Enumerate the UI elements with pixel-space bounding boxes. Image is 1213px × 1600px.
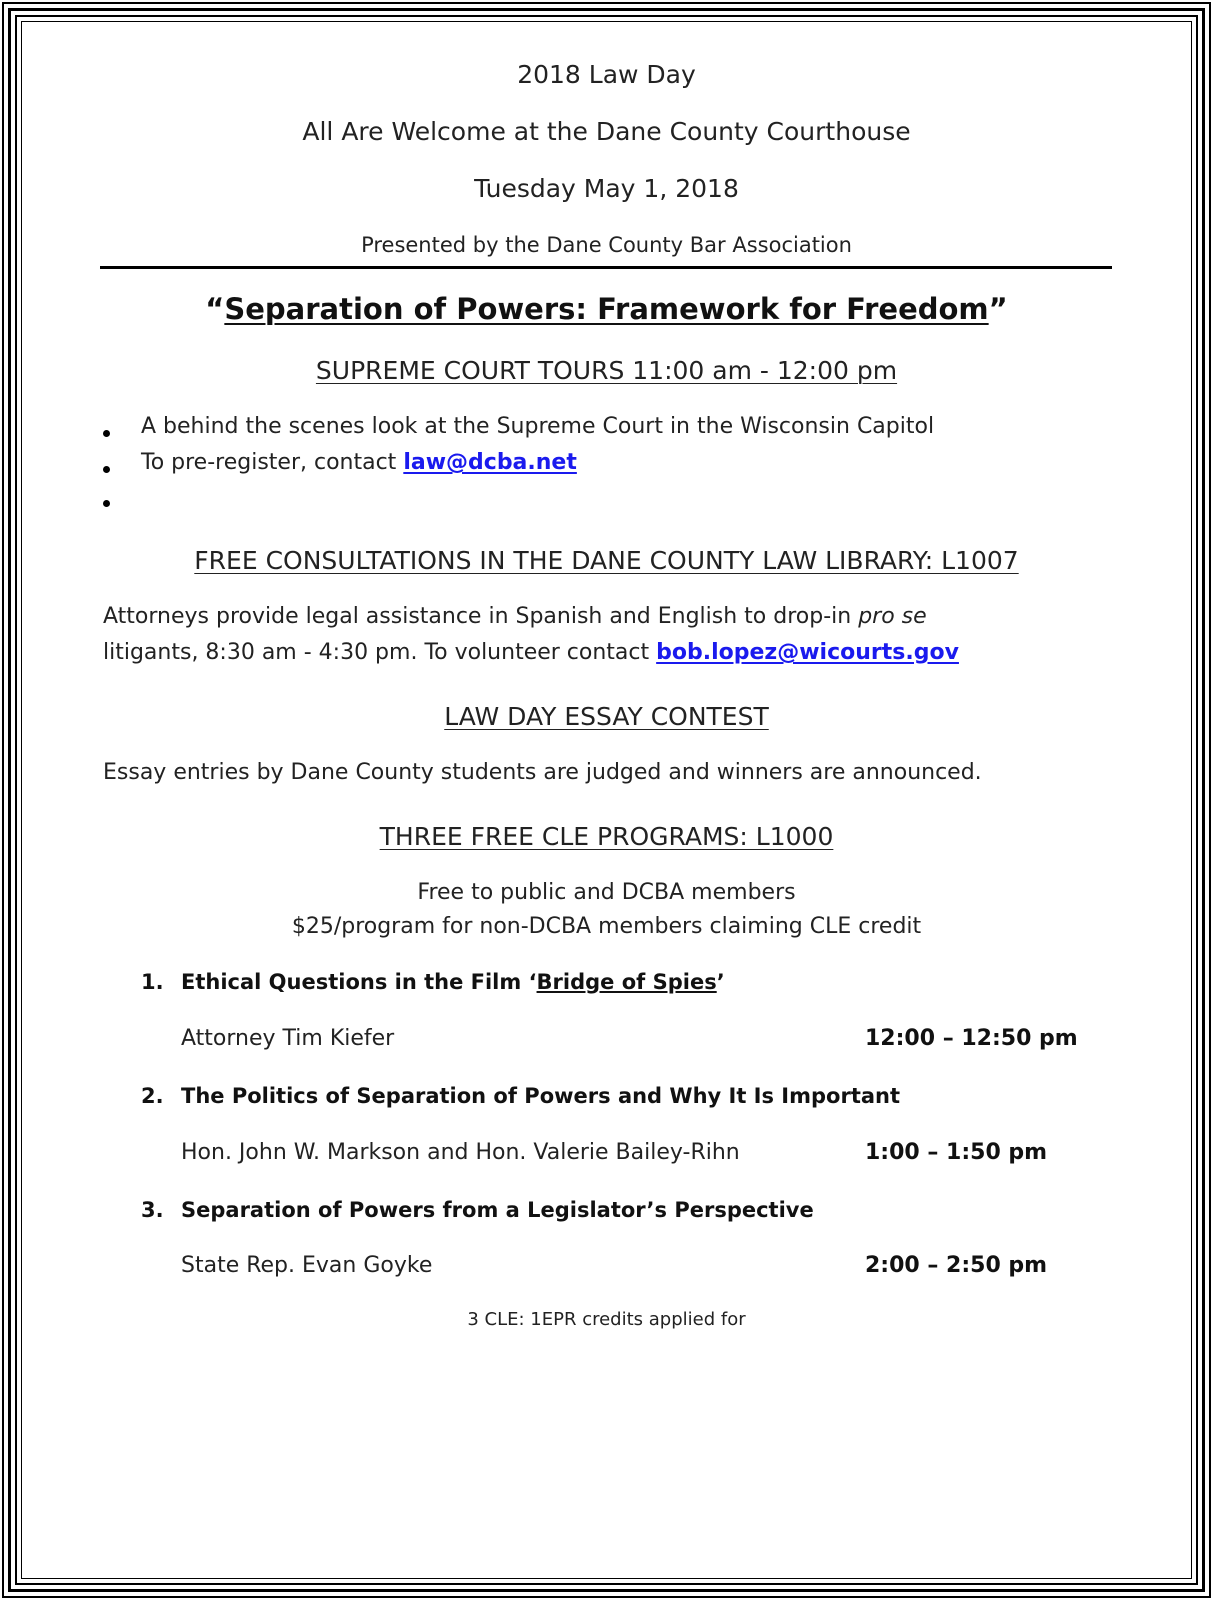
program-number: 1. [141,970,164,994]
program-time: 2:00 – 2:50 pm [865,1253,1048,1278]
welcome-line: All Are Welcome at the Dane County Courthouse [302,117,911,146]
consultations-heading: FREE CONSULTATIONS IN THE DANE COUNTY LAW LIBRARY: L1007 [194,546,1019,575]
program-speaker: State Rep. Evan Goyke [181,1253,433,1278]
consultations-text: Attorneys provide legal assistance in Spanish and English to drop-in [103,604,859,629]
volunteer-email-link[interactable]: bob.lopez@wicourts.gov [656,640,959,665]
cle-heading: THREE FREE CLE PROGRAMS: L1000 [379,822,834,851]
tours-register-text: To pre-register, contact [141,450,404,475]
essay-heading: LAW DAY ESSAY CONTEST [444,702,769,731]
tours-heading: SUPREME COURT TOURS 11:00 am - 12:00 pm [315,356,898,385]
title-open-quote: “ [205,292,225,326]
program-title: The Politics of Separation of Powers and Why It Is Important [181,1084,901,1108]
bullet-dot-icon [103,500,110,507]
tours-bullet-1: A behind the scenes look at the Supreme Court in the Wisconsin Capitol [141,414,935,439]
program-number: 2. [141,1084,164,1108]
program-time: 1:00 – 1:50 pm [865,1140,1048,1165]
program-time: 12:00 – 12:50 pm [865,1026,1078,1051]
bullet-dot-icon [103,430,110,437]
cle-fee-line-2: $25/program for non-DCBA members claiming CLE credit [291,914,922,939]
tours-bullet-2 [141,450,577,475]
consultations-line-2 [103,640,959,665]
title-text: Separation of Powers: Framework for Freedom [224,292,989,326]
event-name: 2018 Law Day [517,60,696,89]
presenter-line: Presented by the Dane County Bar Association [361,233,852,257]
program-title: Separation of Powers from a Legislator’s Perspective [181,1198,814,1222]
bullet-dot-icon [103,466,110,473]
credits-note: 3 CLE: 1EPR credits applied for [467,1309,746,1330]
program-title-suffix: ’ [716,970,725,994]
header-divider [100,266,1112,269]
theme-title [0,292,1213,326]
tours-email-link[interactable]: law@dcba.net [403,450,577,475]
program-number: 3. [141,1198,164,1222]
consultations-volunteer-text: litigants, 8:30 am - 4:30 pm. To volunteer contact [103,640,657,665]
consultations-line-1 [103,604,927,629]
program-title [181,970,725,994]
event-date: Tuesday May 1, 2018 [474,174,739,203]
title-close-quote: ” [988,292,1008,326]
film-title: Bridge of Spies [536,970,717,994]
cle-fee-line-1: Free to public and DCBA members [417,880,796,905]
program-title-prefix: Ethical Questions in the Film ‘ [181,970,537,994]
pro-se-text: pro se [858,604,927,629]
program-speaker: Attorney Tim Kiefer [181,1026,395,1051]
program-speaker: Hon. John W. Markson and Hon. Valerie Bailey-Rihn [181,1140,740,1165]
essay-text: Essay entries by Dane County students are judged and winners are announced. [103,760,982,785]
